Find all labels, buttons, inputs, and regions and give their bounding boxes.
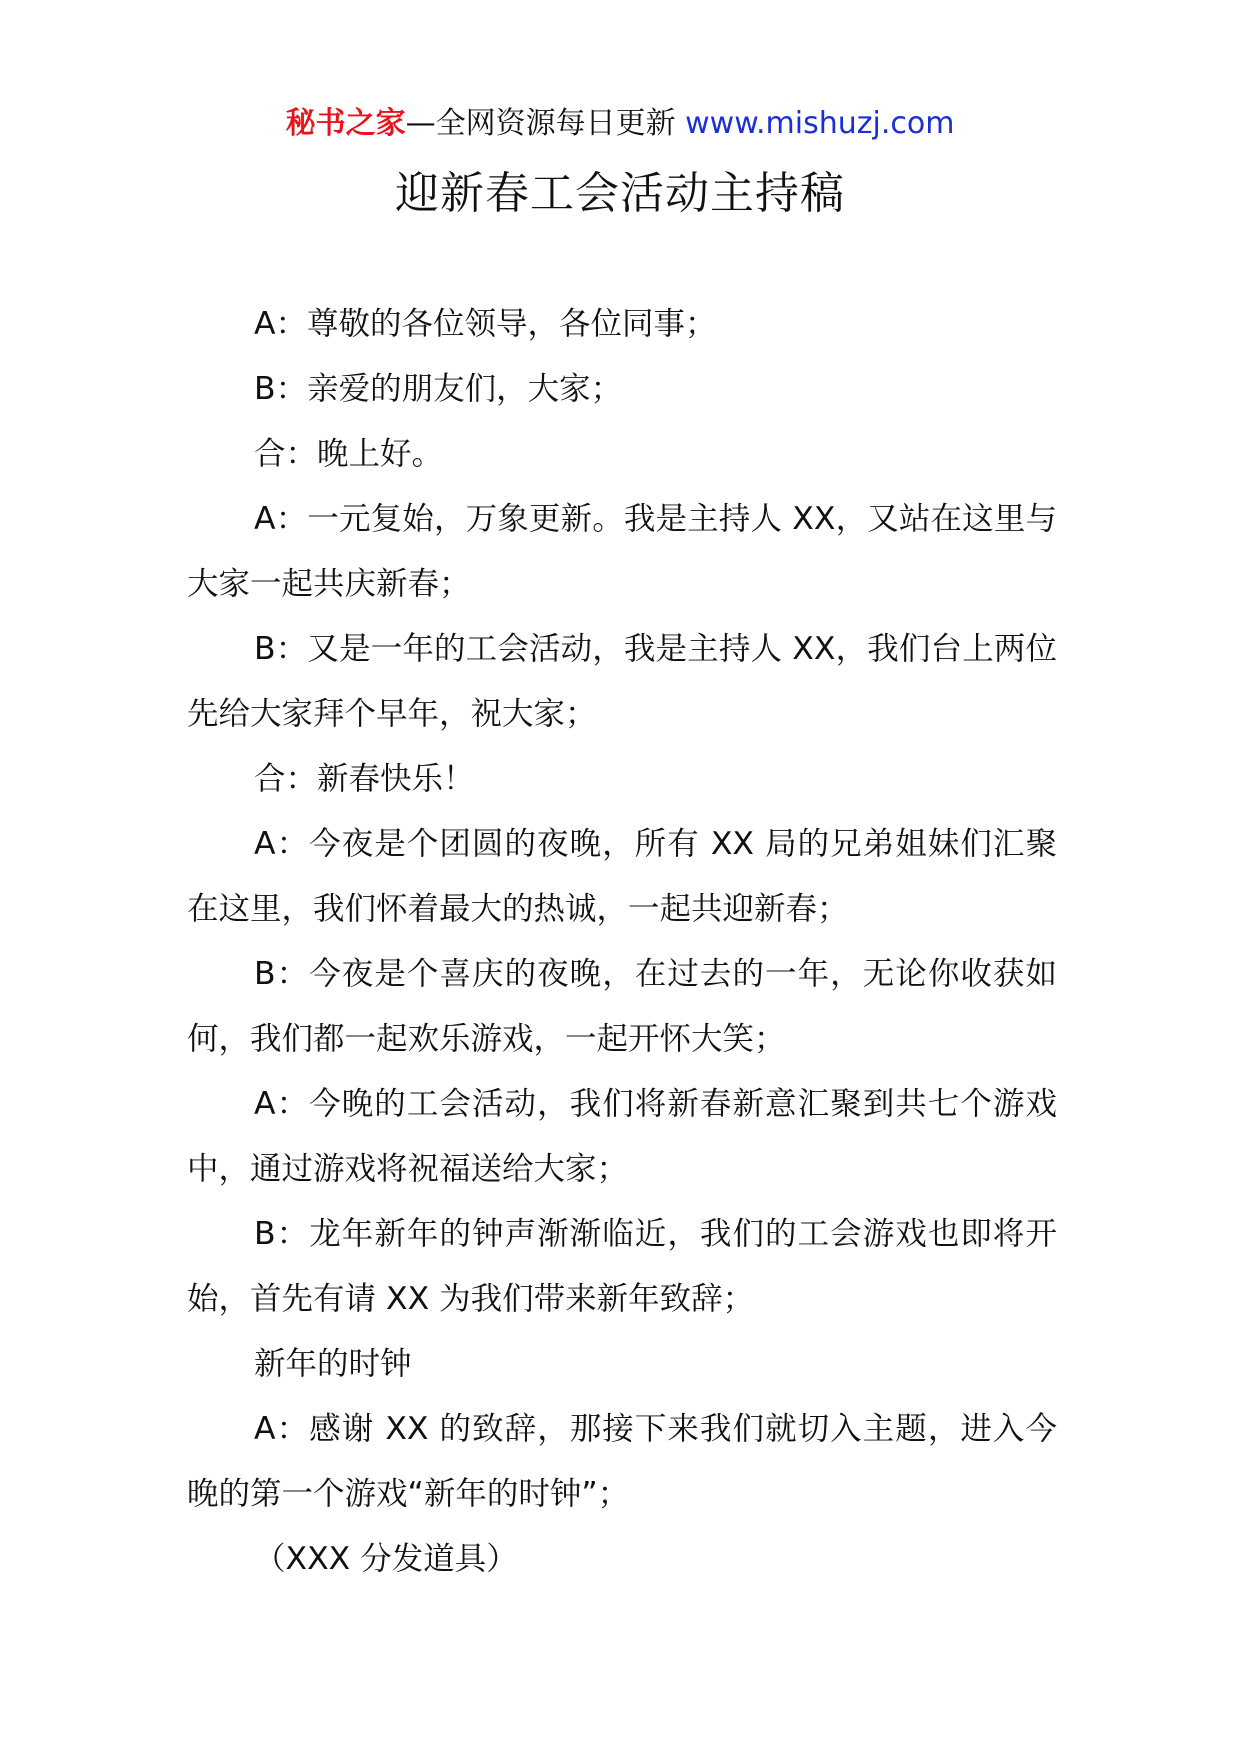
paragraph: A：一元复始，万象更新。我是主持人 XX，又站在这里与大家一起共庆新春； bbox=[187, 501, 1057, 602]
paragraph: A：今晚的工会活动，我们将新春新意汇聚到共七个游戏中，通过游戏将祝福送给大家； bbox=[187, 1086, 1057, 1187]
paragraph: A：今夜是个团圆的夜晚，所有 XX 局的兄弟姐妹们汇聚在这里，我们怀着最大的热诚，一起共迎新春； bbox=[187, 826, 1057, 927]
document-body bbox=[187, 292, 1057, 1592]
stage-direction: （XXX 分发道具） bbox=[254, 1541, 518, 1577]
section-heading: 新年的时钟 bbox=[254, 1346, 412, 1382]
paragraph: 合：新春快乐！ bbox=[254, 761, 475, 797]
document-title: 迎新春工会活动主持稿 bbox=[395, 168, 845, 219]
site-banner bbox=[0, 102, 1240, 146]
brand-name: 秘书之家 bbox=[285, 106, 406, 141]
paragraph: A：感谢 XX 的致辞，那接下来我们就切入主题，进入今晚的第一个游戏“新年的时钟”； bbox=[187, 1411, 1057, 1512]
banner-tagline: —全网资源每日更新 bbox=[405, 106, 686, 141]
paragraph: B：今夜是个喜庆的夜晚，在过去的一年，无论你收获如何，我们都一起欢乐游戏，一起开怀大笑； bbox=[187, 956, 1057, 1057]
paragraph: A：尊敬的各位领导，各位同事； bbox=[254, 306, 717, 342]
site-url-link[interactable]: www.mishuzj.com bbox=[685, 106, 955, 141]
paragraph: B：又是一年的工会活动，我是主持人 XX，我们台上两位先给大家拜个早年，祝大家； bbox=[187, 631, 1057, 732]
paragraph: B：亲爱的朋友们，大家； bbox=[254, 371, 623, 407]
paragraph: B：龙年新年的钟声渐渐临近，我们的工会游戏也即将开始，首先有请 XX 为我们带来新年致辞； bbox=[187, 1216, 1057, 1317]
paragraph: 合：晚上好。 bbox=[254, 436, 444, 472]
